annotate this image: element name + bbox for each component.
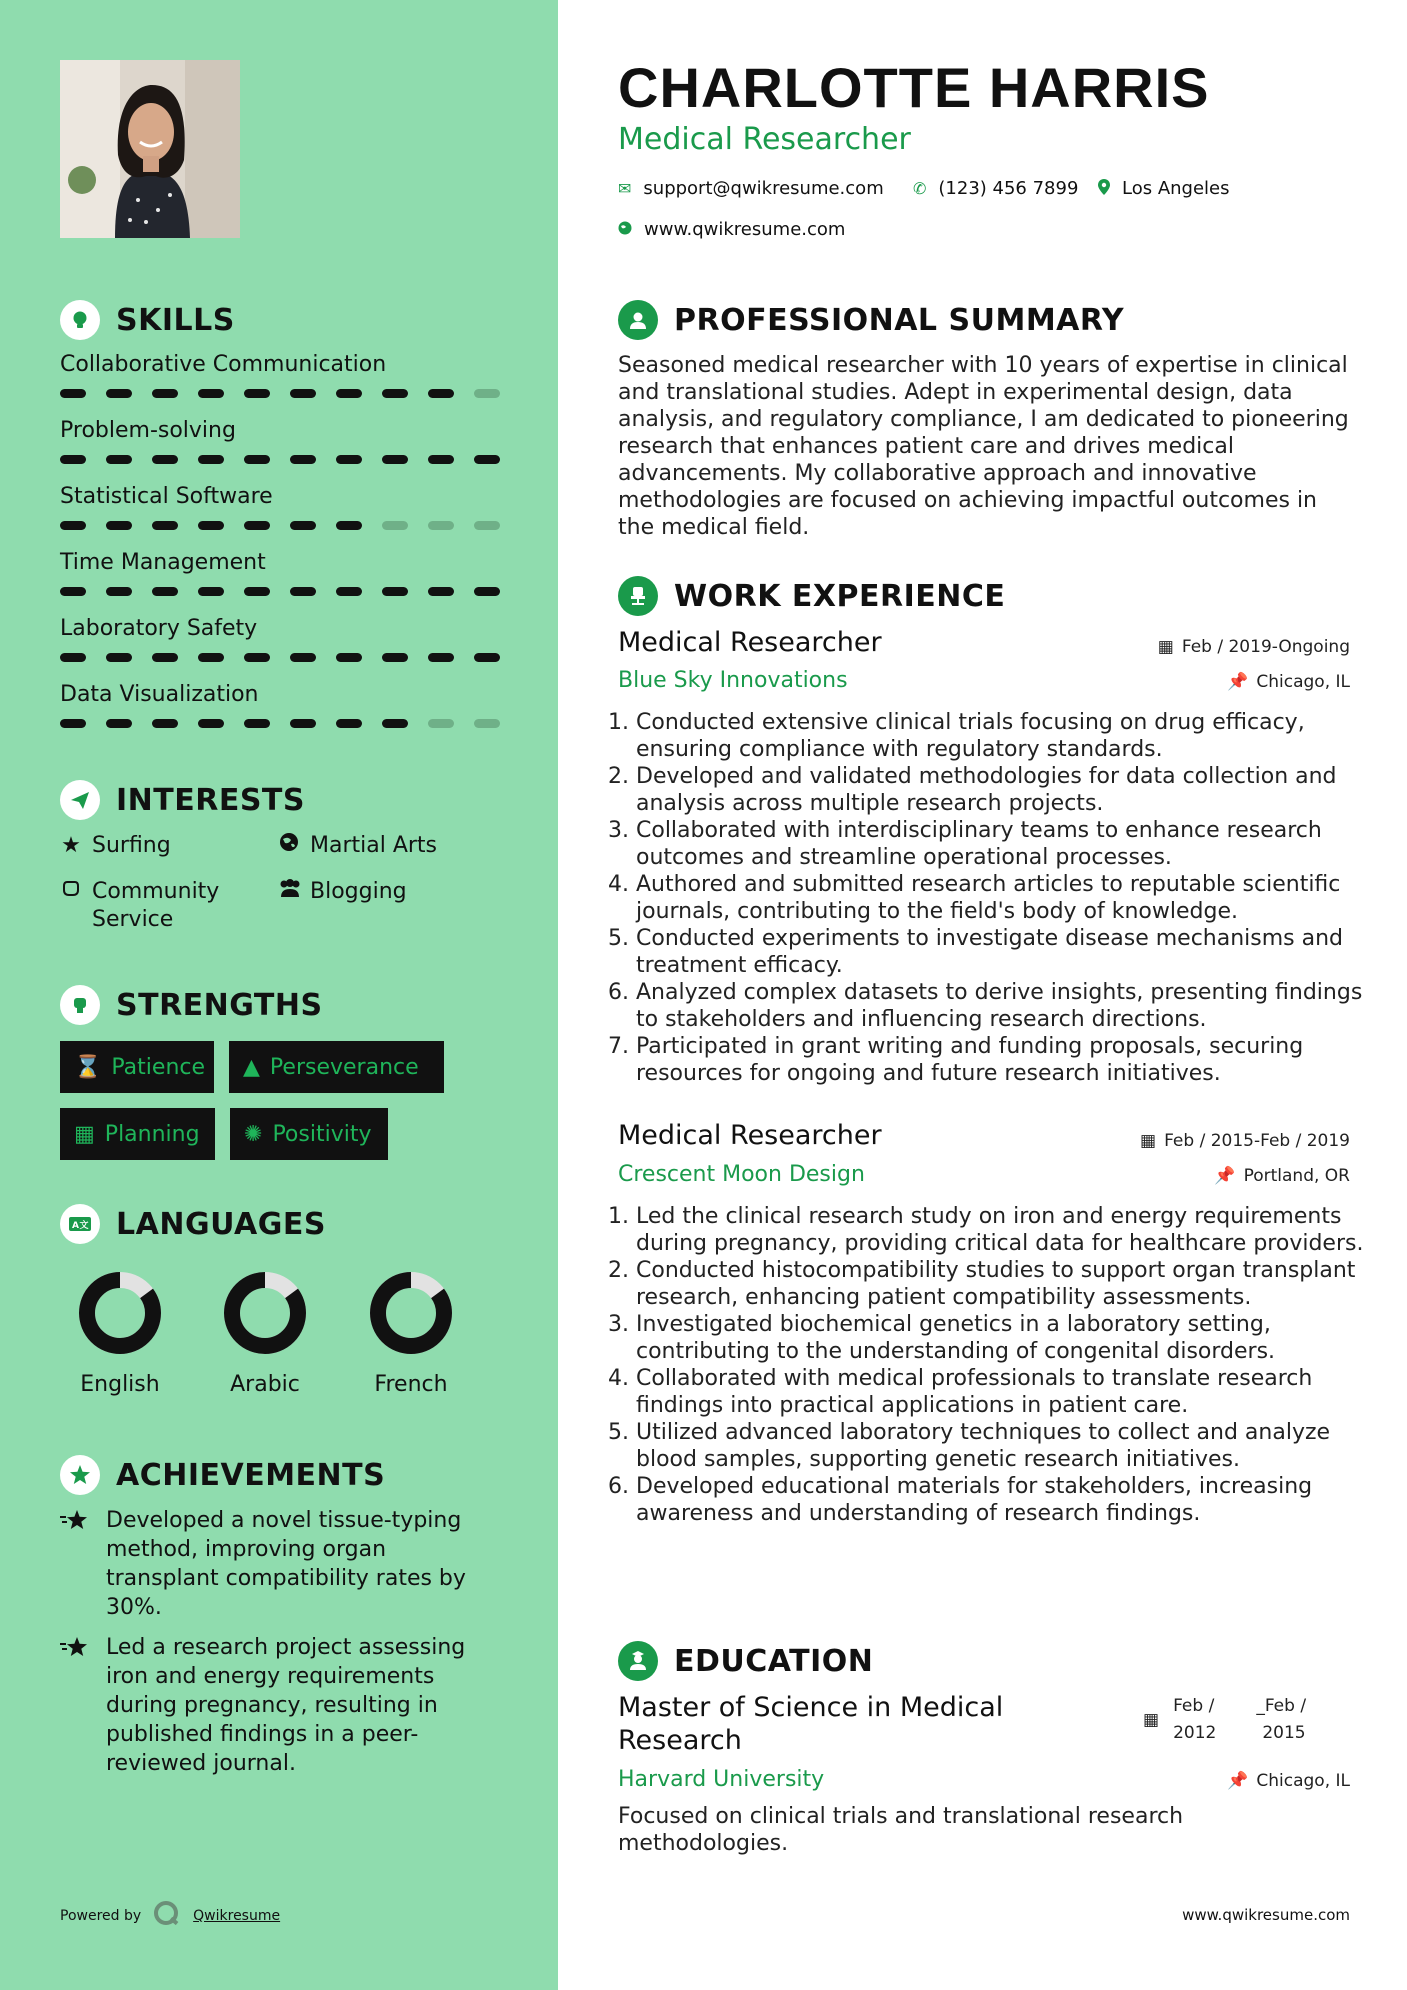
strength-chip-patience — [60, 1041, 214, 1093]
strengths-title: STRENGTHS — [116, 987, 323, 1023]
candidate-role: Medical Researcher — [618, 122, 911, 157]
contact-location — [1098, 178, 1230, 199]
skill-level-dash — [336, 521, 362, 530]
interests-title: INTERESTS — [116, 782, 305, 818]
skill-level-dash — [336, 455, 362, 464]
skill-level-dash — [198, 521, 224, 530]
summary-text: Seasoned medical researcher with 10 years of expertise in clinical and translational studies. Adept in experimental design, data analysis, and regulatory compliance, I am dedicated to pioneering research that enhances patient care and drives medical advancements. My collaborative approach and innovative methodologies are focused on achieving impactful outcomes in the medical field. — [618, 353, 1349, 540]
languages-title: LANGUAGES — [116, 1206, 326, 1242]
skill-label: Time Management — [60, 550, 266, 575]
strength-chip-positivity — [230, 1108, 388, 1160]
job-bullets — [616, 1203, 1381, 1527]
skill-level-dash — [198, 389, 224, 398]
summary-title: PROFESSIONAL SUMMARY — [674, 302, 1125, 338]
achievement-text: Led a research project assessing iron and energy requirements during pregnancy, resulting in published findings in a peer-reviewed journal. — [106, 1635, 466, 1776]
achievement-item — [60, 1633, 490, 1778]
job-bullet: 2. Conducted histocompatibility studies to support organ transplant research, enhancing patient compatibility assessments. — [636, 1257, 1381, 1311]
footer-powered-by — [60, 1900, 280, 1932]
skill-level-dash — [244, 521, 270, 530]
sidebar — [0, 0, 558, 1990]
education-location — [1227, 1771, 1350, 1791]
skill-item — [60, 550, 500, 596]
job-bullet: 7. Participated in grant writing and funding proposals, securing resources for ongoing and future research initiatives. — [636, 1033, 1381, 1087]
end-month: _Feb / — [1256, 1696, 1307, 1716]
start-month: Feb / — [1173, 1696, 1215, 1716]
phone-icon: ✆ — [913, 179, 927, 198]
achievements-heading — [60, 1455, 385, 1495]
users-icon — [278, 878, 300, 906]
skills-title: SKILLS — [116, 302, 235, 338]
start-year: 2012 — [1173, 1723, 1217, 1743]
language-item — [210, 1268, 320, 1397]
envelope-icon: ✉ — [618, 179, 632, 198]
job-company: Blue Sky Innovations — [618, 668, 848, 693]
skill-level-bar — [60, 587, 500, 596]
education-description: Focused on clinical trials and translational research methodologies. — [618, 1804, 1184, 1856]
skill-level-dash — [382, 521, 408, 530]
education-location-text: Chicago, IL — [1256, 1771, 1350, 1791]
skill-item — [60, 484, 500, 530]
job-bullet: 4. Collaborated with medical professionals to translate research findings into practical applications in patient care. — [636, 1365, 1381, 1419]
skill-level-dash — [244, 587, 270, 596]
language-icon — [60, 1204, 100, 1244]
interest-label: Martial Arts — [310, 833, 438, 858]
svg-text:A文: A文 — [72, 1221, 89, 1231]
award-star-icon — [60, 1455, 100, 1495]
hand-icon — [60, 878, 82, 934]
job-location-text: Portland, OR — [1243, 1166, 1350, 1186]
skill-level-bar — [60, 521, 500, 530]
skill-level-bar — [60, 455, 500, 464]
job-location — [1227, 672, 1350, 692]
job-title: Medical Researcher — [618, 1120, 882, 1151]
education-end — [1256, 1693, 1306, 1747]
job-bullet: 1. Conducted extensive clinical trials focusing on drug efficacy, ensuring compliance with regulatory standards. — [636, 709, 1381, 763]
skill-level-dash — [336, 653, 362, 662]
language-label: Arabic — [230, 1372, 300, 1397]
job-bullet: 5. Conducted experiments to investigate disease mechanisms and treatment efficacy. — [636, 925, 1381, 979]
skill-level-dash — [428, 587, 454, 596]
skill-level-dash — [290, 653, 316, 662]
skill-level-dash — [382, 719, 408, 728]
candidate-name: CHARLOTTE HARRIS — [618, 56, 1210, 119]
lightbulb-icon — [60, 300, 100, 340]
skill-level-dash — [152, 719, 178, 728]
language-proficiency-ring — [366, 1268, 456, 1358]
skill-level-dash — [60, 587, 86, 596]
fist-icon — [60, 985, 100, 1025]
qwikresume-logo-icon — [153, 1900, 181, 1932]
skill-level-dash — [106, 719, 132, 728]
degree-line: Research — [618, 1725, 742, 1756]
job-bullet: 6. Developed educational materials for stakeholders, increasing awareness and understanding of research findings. — [636, 1473, 1381, 1527]
skill-level-bar — [60, 719, 500, 728]
contact-phone — [913, 178, 1078, 199]
job-location-text: Chicago, IL — [1256, 672, 1350, 692]
skill-label: Statistical Software — [60, 484, 273, 509]
skill-level-dash — [60, 653, 86, 662]
degree-title — [618, 1691, 1003, 1757]
skill-level-dash — [382, 587, 408, 596]
calendar-icon: ▦ — [1140, 1131, 1157, 1151]
calendar-icon: ▦ — [74, 1121, 95, 1147]
profile-photo — [60, 60, 240, 238]
road-icon: ▲ — [243, 1054, 260, 1080]
degree-line: Master of Science in Medical — [618, 1692, 1004, 1723]
skill-item — [60, 352, 500, 398]
job-bullet: 3. Collaborated with interdisciplinary teams to enhance research outcomes and streamline operational processes. — [636, 817, 1381, 871]
skill-level-dash — [336, 719, 362, 728]
skill-level-dash — [244, 653, 270, 662]
skill-level-dash — [106, 389, 132, 398]
skill-level-dash — [474, 455, 500, 464]
star-icon: ★ — [61, 833, 81, 858]
interests-heading — [60, 780, 305, 820]
skill-item — [60, 682, 500, 728]
interest-blogging — [278, 878, 407, 906]
achievement-text: Developed a novel tissue-typing method, improving organ transplant compatibility rates by 30%. — [106, 1508, 466, 1620]
skill-level-dash — [474, 521, 500, 530]
job-bullet: 2. Developed and validated methodologies for data collection and analysis across multiple research projects. — [636, 763, 1381, 817]
footer-website[interactable]: www.qwikresume.com — [1182, 1906, 1350, 1924]
job-dates — [1140, 1131, 1350, 1151]
powered-by-label: Powered by — [60, 1908, 142, 1924]
qwikresume-link[interactable]: Qwikresume — [193, 1908, 281, 1924]
skill-level-dash — [198, 455, 224, 464]
language-label: French — [374, 1372, 448, 1397]
calendar-icon: ▦ — [1157, 637, 1174, 657]
sun-icon: ✺ — [244, 1121, 263, 1147]
star-icon — [60, 1506, 92, 1622]
globe-icon — [618, 220, 632, 239]
skill-level-dash — [152, 587, 178, 596]
strength-label: Planning — [104, 1121, 200, 1147]
job-bullet: 4. Authored and submitted research articles to reputable scientific journals, contributing to the field's body of knowledge. — [636, 871, 1381, 925]
achievement-item — [60, 1506, 490, 1622]
skill-level-dash — [474, 587, 500, 596]
skill-level-dash — [428, 521, 454, 530]
skill-level-dash — [60, 521, 86, 530]
skill-level-dash — [382, 389, 408, 398]
skill-level-dash — [152, 389, 178, 398]
globe-icon — [278, 832, 300, 860]
skill-level-dash — [336, 587, 362, 596]
language-item — [356, 1268, 466, 1397]
skills-heading — [60, 300, 235, 340]
skill-label: Data Visualization — [60, 682, 259, 707]
strength-label: Perseverance — [269, 1054, 419, 1080]
language-item — [65, 1268, 175, 1397]
skill-level-dash — [198, 719, 224, 728]
skill-level-dash — [382, 653, 408, 662]
paper-plane-icon — [60, 780, 100, 820]
skill-label: Problem-solving — [60, 418, 236, 443]
strength-chip-perseverance — [229, 1041, 444, 1093]
skill-level-dash — [290, 455, 316, 464]
experience-title: WORK EXPERIENCE — [674, 578, 1006, 614]
strength-label: Patience — [111, 1054, 206, 1080]
job-dates-text: Feb / 2019-Ongoing — [1181, 637, 1350, 657]
interest-community-service — [60, 878, 260, 934]
user-icon — [618, 300, 658, 340]
skill-level-dash — [290, 587, 316, 596]
job-location — [1214, 1166, 1350, 1186]
skill-level-bar — [60, 389, 500, 398]
skill-level-dash — [474, 653, 500, 662]
skill-item — [60, 418, 500, 464]
job-dates — [1158, 637, 1350, 657]
skill-level-dash — [244, 389, 270, 398]
language-proficiency-ring — [220, 1268, 310, 1358]
strength-label: Positivity — [272, 1121, 372, 1147]
skill-item — [60, 616, 500, 662]
education-dates — [1143, 1693, 1306, 1747]
skill-level-dash — [198, 587, 224, 596]
education-heading — [618, 1641, 873, 1681]
skill-level-dash — [106, 587, 132, 596]
skill-level-dash — [152, 653, 178, 662]
job-title: Medical Researcher — [618, 627, 882, 658]
skill-level-dash — [428, 389, 454, 398]
skill-level-dash — [474, 719, 500, 728]
job-dates-text: Feb / 2015-Feb / 2019 — [1164, 1131, 1350, 1151]
star-icon — [60, 1633, 92, 1778]
languages-heading — [60, 1204, 326, 1244]
skill-label: Collaborative Communication — [60, 352, 387, 377]
calendar-icon: ▦ — [1143, 1709, 1160, 1730]
job-company: Crescent Moon Design — [618, 1162, 865, 1187]
skill-level-dash — [106, 653, 132, 662]
interest-label: Blogging — [310, 879, 407, 904]
skill-level-dash — [60, 455, 86, 464]
strength-chip-planning — [60, 1108, 215, 1160]
skill-level-dash — [60, 719, 86, 728]
main-content — [558, 0, 1407, 1990]
job-bullet: 5. Utilized advanced laboratory techniques to collect and analyze blood samples, supporting genetic research initiatives. — [636, 1419, 1381, 1473]
interest-label: Surfing — [92, 833, 171, 858]
skill-level-dash — [244, 455, 270, 464]
skill-level-dash — [60, 389, 86, 398]
language-label: English — [80, 1372, 160, 1397]
contact-email — [618, 178, 884, 199]
phone-text[interactable]: (123) 456 7899 — [938, 178, 1079, 199]
office-chair-icon — [618, 576, 658, 616]
education-title: EDUCATION — [674, 1643, 874, 1679]
skill-level-dash — [336, 389, 362, 398]
skill-level-dash — [244, 719, 270, 728]
skill-label: Laboratory Safety — [60, 616, 258, 641]
skill-level-dash — [290, 521, 316, 530]
pushpin-icon: 📌 — [1214, 1166, 1236, 1186]
skill-level-dash — [474, 389, 500, 398]
website-text[interactable]: www.qwikresume.com — [644, 219, 846, 240]
job-bullet: 3. Investigated biochemical genetics in a laboratory setting, contributing to the understanding of congenital disorders. — [636, 1311, 1381, 1365]
pushpin-icon: 📌 — [1227, 672, 1249, 692]
school-name: Harvard University — [618, 1767, 825, 1792]
skill-level-dash — [152, 521, 178, 530]
skill-level-dash — [428, 653, 454, 662]
interest-martial-arts — [278, 832, 437, 860]
skill-level-dash — [382, 455, 408, 464]
job-bullets — [616, 709, 1381, 1087]
job-bullet: 6. Analyzed complex datasets to derive insights, presenting findings to stakeholders and influencing research directions. — [636, 979, 1381, 1033]
skill-level-bar — [60, 653, 500, 662]
location-text: Los Angeles — [1122, 178, 1230, 199]
skill-level-dash — [428, 455, 454, 464]
interest-label: Community Service — [92, 879, 220, 932]
hourglass-icon: ⌛ — [74, 1054, 102, 1080]
experience-heading — [618, 576, 1005, 616]
skill-level-dash — [428, 719, 454, 728]
achievements-title: ACHIEVEMENTS — [116, 1457, 386, 1493]
pushpin-icon: 📌 — [1227, 1771, 1249, 1791]
skill-level-dash — [290, 719, 316, 728]
strengths-heading — [60, 985, 323, 1025]
map-pin-icon — [1098, 179, 1110, 199]
email-text[interactable]: support@qwikresume.com — [643, 178, 884, 199]
summary-heading — [618, 300, 1124, 340]
skill-level-dash — [290, 389, 316, 398]
skill-level-dash — [106, 455, 132, 464]
skill-level-dash — [152, 455, 178, 464]
contact-website — [618, 219, 845, 240]
interest-surfing — [60, 832, 171, 860]
education-start — [1173, 1693, 1216, 1747]
language-proficiency-ring — [75, 1268, 165, 1358]
job-bullet: 1. Led the clinical research study on iron and energy requirements during pregnancy, providing critical data for healthcare providers. — [636, 1203, 1381, 1257]
end-year: 2015 — [1262, 1723, 1306, 1743]
skill-level-dash — [106, 521, 132, 530]
skill-level-dash — [198, 653, 224, 662]
graduate-icon — [618, 1641, 658, 1681]
